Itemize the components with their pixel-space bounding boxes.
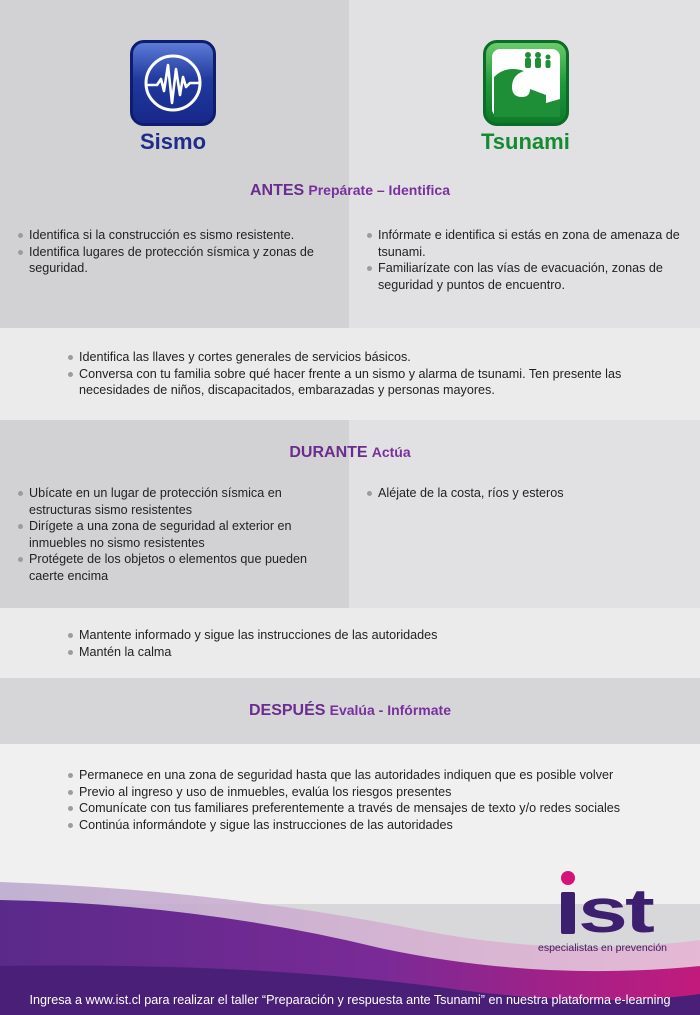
list-item: Familiarízate con las vías de evacuación, zonas de seguridad y puntos de encuentro. xyxy=(367,260,683,293)
list-item: Ubícate en un lugar de protección sísmica en estructuras sismo resistentes xyxy=(18,485,328,518)
antes-sismo-list xyxy=(18,227,338,277)
antes-common-list xyxy=(68,349,648,399)
durante-heading xyxy=(0,444,700,462)
antes-tsunami-list xyxy=(367,227,683,293)
list-item: Permanece en una zona de seguridad hasta que las autoridades indiquen que es posible volver xyxy=(68,767,688,784)
despues-heading-strong: DESPUÉS xyxy=(248,702,326,719)
tsunami-title: Tsunami xyxy=(481,129,570,154)
despues-heading xyxy=(0,702,700,720)
list-item: Mantén la calma xyxy=(68,644,648,661)
ist-logo-word: st xyxy=(578,877,654,936)
seismograph-icon xyxy=(130,40,216,126)
logo-tagline: especialistas en prevención xyxy=(538,942,667,954)
durante-sismo-list xyxy=(18,485,328,584)
despues-heading-rest: Evalúa - Infórmate xyxy=(329,702,451,718)
durante-heading-rest: Actúa xyxy=(371,444,411,460)
ist-logo xyxy=(556,866,656,936)
durante-tsunami-list xyxy=(367,485,683,502)
antes-heading-strong: ANTES xyxy=(249,182,305,199)
durante-heading-strong: DURANTE xyxy=(289,444,368,461)
list-item: Previo al ingreso y uso de inmuebles, evalúa los riesgos presentes xyxy=(68,784,688,801)
list-item: Dirígete a una zona de seguridad al exterior en inmuebles no sismo resistentes xyxy=(18,518,328,551)
list-item: Identifica lugares de protección sísmica y zonas de seguridad. xyxy=(18,244,338,277)
list-item: Identifica las llaves y cortes generales de servicios básicos. xyxy=(68,349,648,366)
sismo-title: Sismo xyxy=(140,129,207,154)
list-item: Identifica si la construcción es sismo resistente. xyxy=(18,227,338,244)
list-item: Mantente informado y sigue las instrucciones de las autoridades xyxy=(68,627,648,644)
list-item: Continúa informándote y sigue las instrucciones de las autoridades xyxy=(68,817,688,834)
durante-common-list xyxy=(68,627,648,660)
tsunami-wave-icon xyxy=(483,40,569,126)
list-item: Aléjate de la costa, ríos y esteros xyxy=(367,485,683,502)
list-item: Comunícate con tus familiares preferentemente a través de mensajes de texto y/o redes sociales xyxy=(68,800,688,817)
antes-heading-rest: Prepárate – Identifica xyxy=(308,182,451,198)
antes-heading xyxy=(0,182,700,200)
list-item: Protégete de los objetos o elementos que pueden caerte encima xyxy=(18,551,328,584)
despues-common-list xyxy=(68,767,688,833)
list-item: Infórmate e identifica si estás en zona de amenaza de tsunami. xyxy=(367,227,683,260)
footer-text: Ingresa a www.ist.cl para realizar el taller “Preparación y respuesta ante Tsunami” en nuestra plataforma e-learning xyxy=(29,993,671,1007)
list-item: Conversa con tu familia sobre qué hacer frente a un sismo y alarma de tsunami. Ten presente las necesidades de niños, discapacitados, embarazadas y personas mayores. xyxy=(68,366,648,399)
